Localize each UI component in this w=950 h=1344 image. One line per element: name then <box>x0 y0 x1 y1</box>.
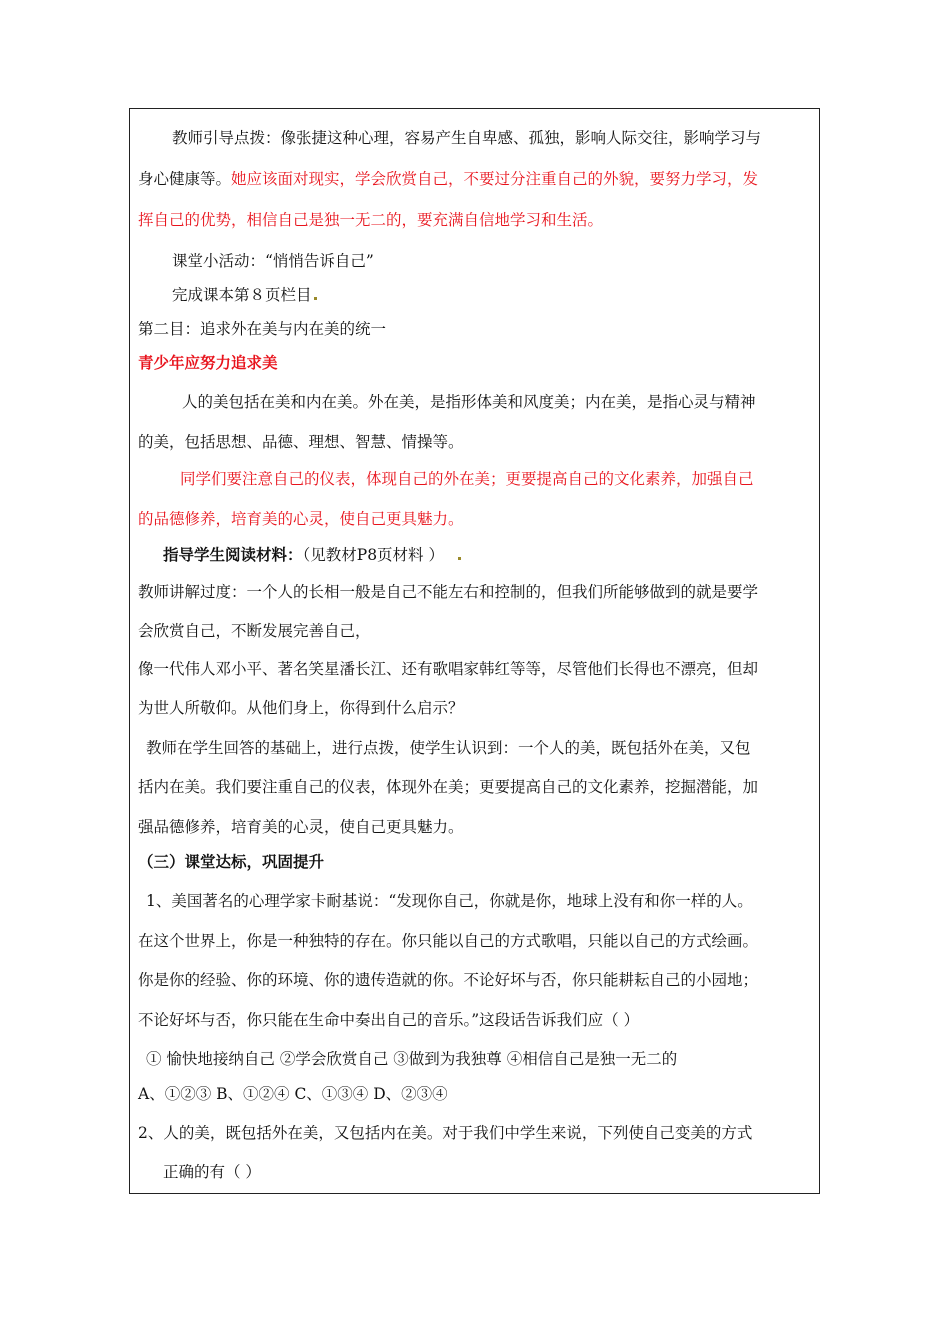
text-line: 的美，包括思想、品德、理想、智慧、情操等。 <box>138 433 464 451</box>
text-span: （见教材P8页材料 ） <box>302 546 444 564</box>
text-line <box>172 285 317 305</box>
answer-options: ① 愉快地接纳自己 ②学会欣赏自己 ③做到为我独尊 ④相信自己是独一无二的 <box>146 1050 678 1068</box>
text-line: 教师引导点拨：像张捷这种心理，容易产生自卑感、孤独，影响人际交往，影响学习与 <box>172 129 762 147</box>
answer-choices: A、①②③ B、①②④ C、①③④ D、②③④ <box>138 1085 448 1103</box>
text-line <box>163 545 461 565</box>
question-text: 2、人的美，既包括外在美，又包括内在美。对于我们中学生来说，下列使自己变美的方式 <box>138 1124 753 1142</box>
section-heading: （三）课堂达标，巩固提升 <box>138 852 325 871</box>
bold-label: 指导学生阅读材料： <box>163 545 303 564</box>
dot-mark <box>458 557 461 560</box>
text-line: 括内在美。我们要注重自己的仪表，体现外在美；更要提高自己的文化素养，挖掘潜能，加 <box>138 778 759 796</box>
section-heading: 第二目：追求外在美与内在美的统一 <box>138 320 387 338</box>
subheading: 青少年应努力追求美 <box>138 353 278 372</box>
emphasis-text: 她应该面对现实，学会欣赏自己，不要过分注重自己的外貌，要努力学习，发 <box>231 170 759 188</box>
text-line: 课堂小活动：“悄悄告诉自己” <box>172 252 374 270</box>
text-line: 会欣赏自己，不断发展完善自己， <box>138 622 371 640</box>
question-text: 在这个世界上，你是一种独特的存在。你只能以自己的方式歌唱，只能以自己的方式绘画。 <box>138 932 759 950</box>
question-text: 1、美国著名的心理学家卡耐基说：“发现你自己，你就是你，地球上没有和你一样的人。 <box>146 892 753 910</box>
text-line <box>138 169 758 189</box>
question-text: 正确的有（ ） <box>163 1163 261 1181</box>
question-text: 你是你的经验、你的环境、你的遗传造就的你。不论好坏与否，你只能耕耘自己的小园地； <box>138 971 759 989</box>
dot-mark <box>314 297 317 300</box>
text-line: 教师在学生回答的基础上，进行点拨，使学生认识到：一个人的美，既包括外在美，又包 <box>146 739 751 757</box>
text-line: 人的美包括在美和内在美。外在美，是指形体美和风度美；内在美，是指心灵与精神 <box>182 393 756 411</box>
text-line: 教师讲解过度：一个人的长相一般是自己不能左右和控制的，但我们所能够做到的就是要学 <box>138 583 759 601</box>
text-line: 为世人所敬仰。从他们身上，你得到什么启示？ <box>138 699 464 717</box>
emphasis-text: 同学们要注意自己的仪表，体现自己的外在美；更要提高自己的文化素养，加强自己 <box>180 470 754 488</box>
text-line: 强品德修养，培育美的心灵，使自己更具魅力。 <box>138 818 464 836</box>
emphasis-text: 的品德修养，培育美的心灵，使自己更具魅力。 <box>138 510 464 528</box>
emphasis-text: 挥自己的优势，相信自己是独一无二的，要充满自信地学习和生活。 <box>138 211 604 229</box>
text-span: 身心健康等。 <box>138 170 232 188</box>
question-text: 不论好坏与否，你只能在生命中奏出自己的音乐。”这段话告诉我们应（ ） <box>138 1011 640 1029</box>
text-line: 像一代伟人邓小平、著名笑星潘长江、还有歌唱家韩红等等，尽管他们长得也不漂亮，但却 <box>138 660 759 678</box>
text-span: 完成课本第８页栏目 <box>172 286 312 304</box>
